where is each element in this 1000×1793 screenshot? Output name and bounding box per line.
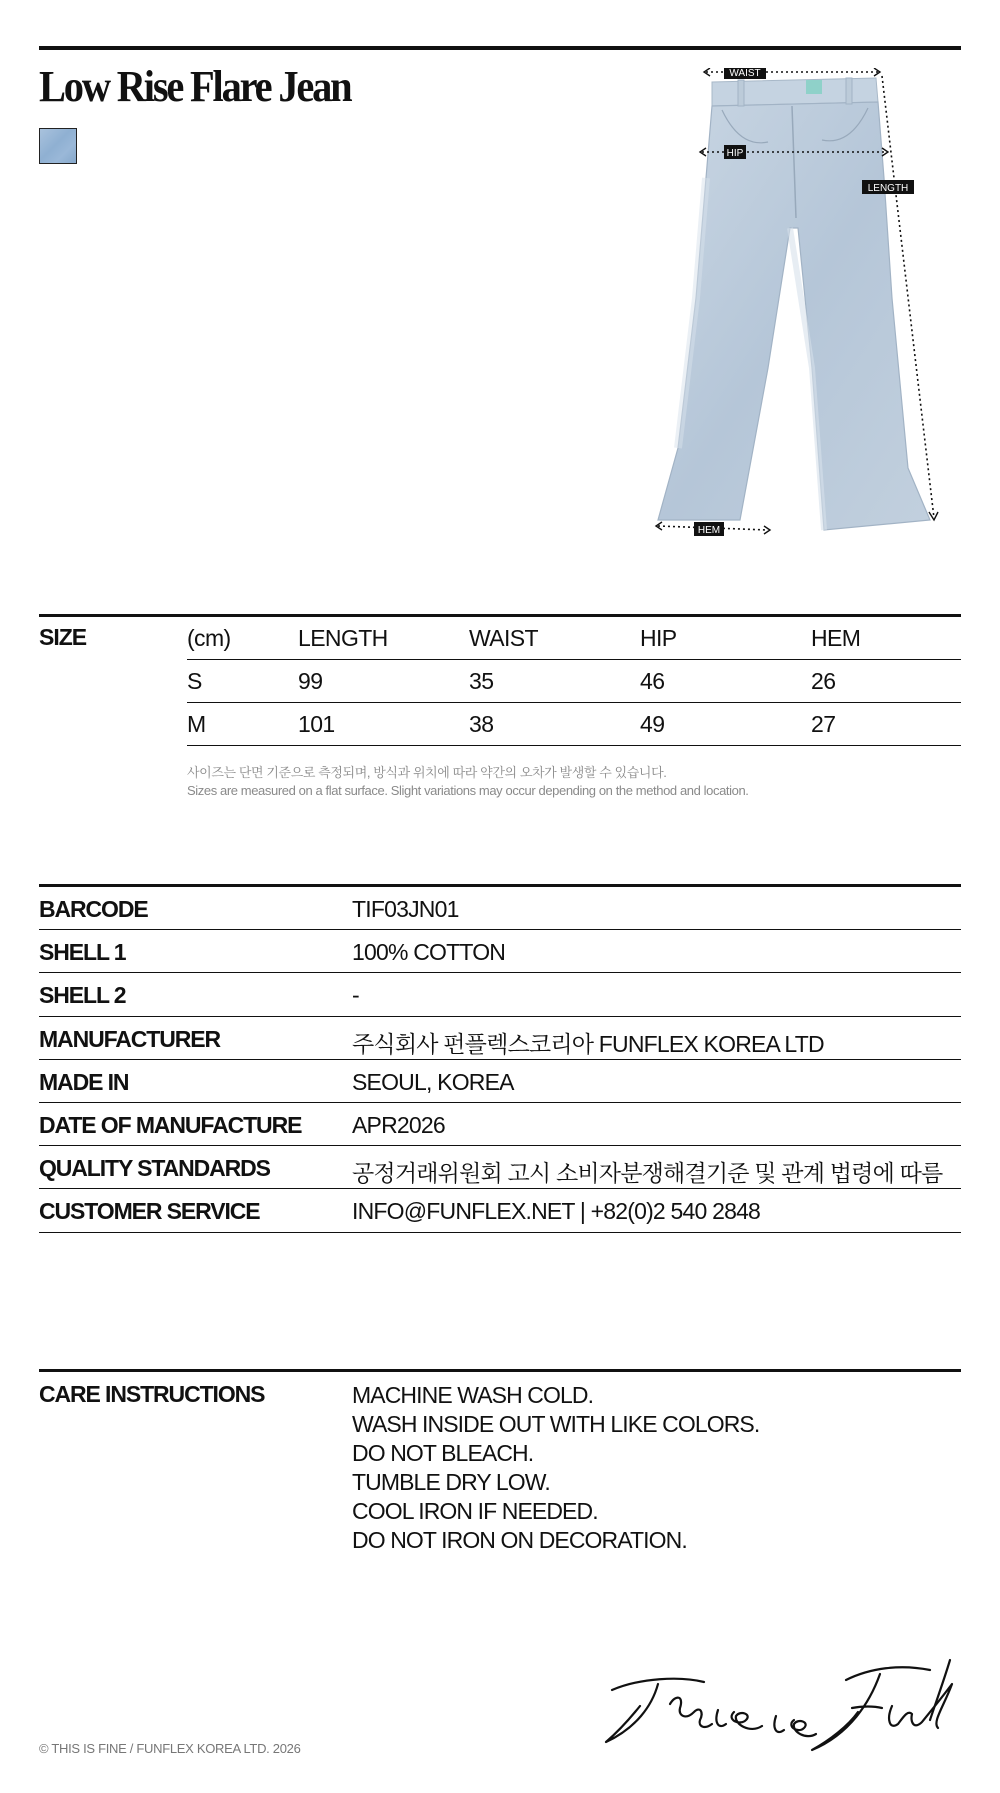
- product-title: Low Rise Flare Jean: [39, 62, 351, 111]
- info-value: -: [352, 982, 359, 1009]
- care-item: WASH INSIDE OUT WITH LIKE COLORS.: [352, 1411, 760, 1437]
- size-note-english: Sizes are measured on a flat surface. Slight variations may occur depending on the method and location.: [187, 783, 749, 798]
- size-cell: 26: [811, 668, 836, 694]
- product-info: [39, 884, 961, 1233]
- info-value: SEOUL, KOREA: [352, 1068, 514, 1095]
- care-item: DO NOT IRON ON DECORATION.: [352, 1527, 687, 1553]
- info-key: BARCODE: [39, 896, 148, 922]
- care-divider: [39, 1369, 961, 1372]
- size-cell: M: [187, 711, 206, 737]
- info-row-date: [39, 1103, 961, 1146]
- size-header-length: LENGTH: [298, 625, 388, 651]
- size-cell: 35: [469, 668, 494, 694]
- info-row-shell1: [39, 930, 961, 973]
- color-swatch[interactable]: [39, 128, 77, 164]
- info-key: SHELL 1: [39, 939, 126, 966]
- size-header-waist: WAIST: [469, 625, 538, 651]
- info-key: DATE OF MANUFACTURE: [39, 1111, 302, 1138]
- info-value: APR2026: [352, 1111, 445, 1138]
- length-label: LENGTH: [867, 183, 909, 194]
- top-divider: [39, 46, 961, 50]
- info-key: SHELL 2: [39, 982, 126, 1009]
- info-value: 주식회사 펀플렉스코리아 FUNFLEX KOREA LTD: [352, 1030, 824, 1057]
- info-row-manufacturer: [39, 1017, 961, 1060]
- size-cell: S: [187, 668, 202, 694]
- info-key: MADE IN: [39, 1068, 129, 1095]
- waist-label: WAIST: [729, 68, 761, 79]
- hip-label: HIP: [726, 148, 744, 159]
- size-cell: 27: [811, 711, 836, 737]
- info-key: MANUFACTURER: [39, 1025, 221, 1052]
- size-diagram: [640, 68, 940, 548]
- care-list: [352, 1381, 759, 1555]
- info-row-customer-service: [39, 1189, 961, 1232]
- info-key: CUSTOMER SERVICE: [39, 1198, 260, 1225]
- jeans-illustration: [658, 78, 930, 530]
- care-item: MACHINE WASH COLD.: [352, 1382, 594, 1408]
- size-cell: 38: [469, 711, 494, 737]
- size-cell: 49: [640, 711, 665, 737]
- size-cell: 99: [298, 668, 323, 694]
- size-header-row: [187, 617, 961, 660]
- info-value: 100% COTTON: [352, 939, 506, 966]
- info-value: TIF03JN01: [352, 896, 459, 922]
- size-chart-label: SIZE: [39, 624, 87, 650]
- brand-logo-text: This is Fine: [778, 1758, 784, 1759]
- size-note: [187, 764, 749, 800]
- size-cell: 46: [640, 668, 665, 694]
- hem-label: HEM: [697, 525, 721, 536]
- info-row-shell2: [39, 973, 961, 1016]
- info-value[interactable]: INFO@FUNFLEX.NET | +82(0)2 540 2848: [352, 1198, 761, 1225]
- copyright: © THIS IS FINE / FUNFLEX KOREA LTD. 2026: [39, 1741, 301, 1756]
- care-item: COOL IRON IF NEEDED.: [352, 1498, 598, 1524]
- care-item: DO NOT BLEACH.: [352, 1440, 534, 1466]
- care-item: TUMBLE DRY LOW.: [352, 1469, 550, 1495]
- info-key: QUALITY STANDARDS: [39, 1155, 270, 1182]
- size-header-hem: HEM: [811, 625, 861, 651]
- info-row-barcode: [39, 887, 961, 930]
- size-note-korean: 사이즈는 단면 기준으로 측정되며, 방식과 위치에 따라 약간의 오차가 발생할 수 있습니다.: [187, 765, 667, 780]
- size-cell: 101: [298, 711, 335, 737]
- info-value: 공정거래위원회 고시 소비자분쟁해결기준 및 관계 법령에 따름: [352, 1160, 943, 1187]
- brand-logo: [600, 1650, 962, 1762]
- size-row-s: [187, 660, 961, 703]
- size-header-hip: HIP: [640, 625, 677, 651]
- size-row-m: [187, 703, 961, 746]
- size-table: [187, 617, 961, 746]
- size-header-unit: (cm): [187, 625, 231, 651]
- care-instructions: [39, 1369, 961, 1553]
- info-row-made-in: [39, 1060, 961, 1103]
- care-label: CARE INSTRUCTIONS: [39, 1381, 265, 1407]
- info-row-quality: [39, 1146, 961, 1189]
